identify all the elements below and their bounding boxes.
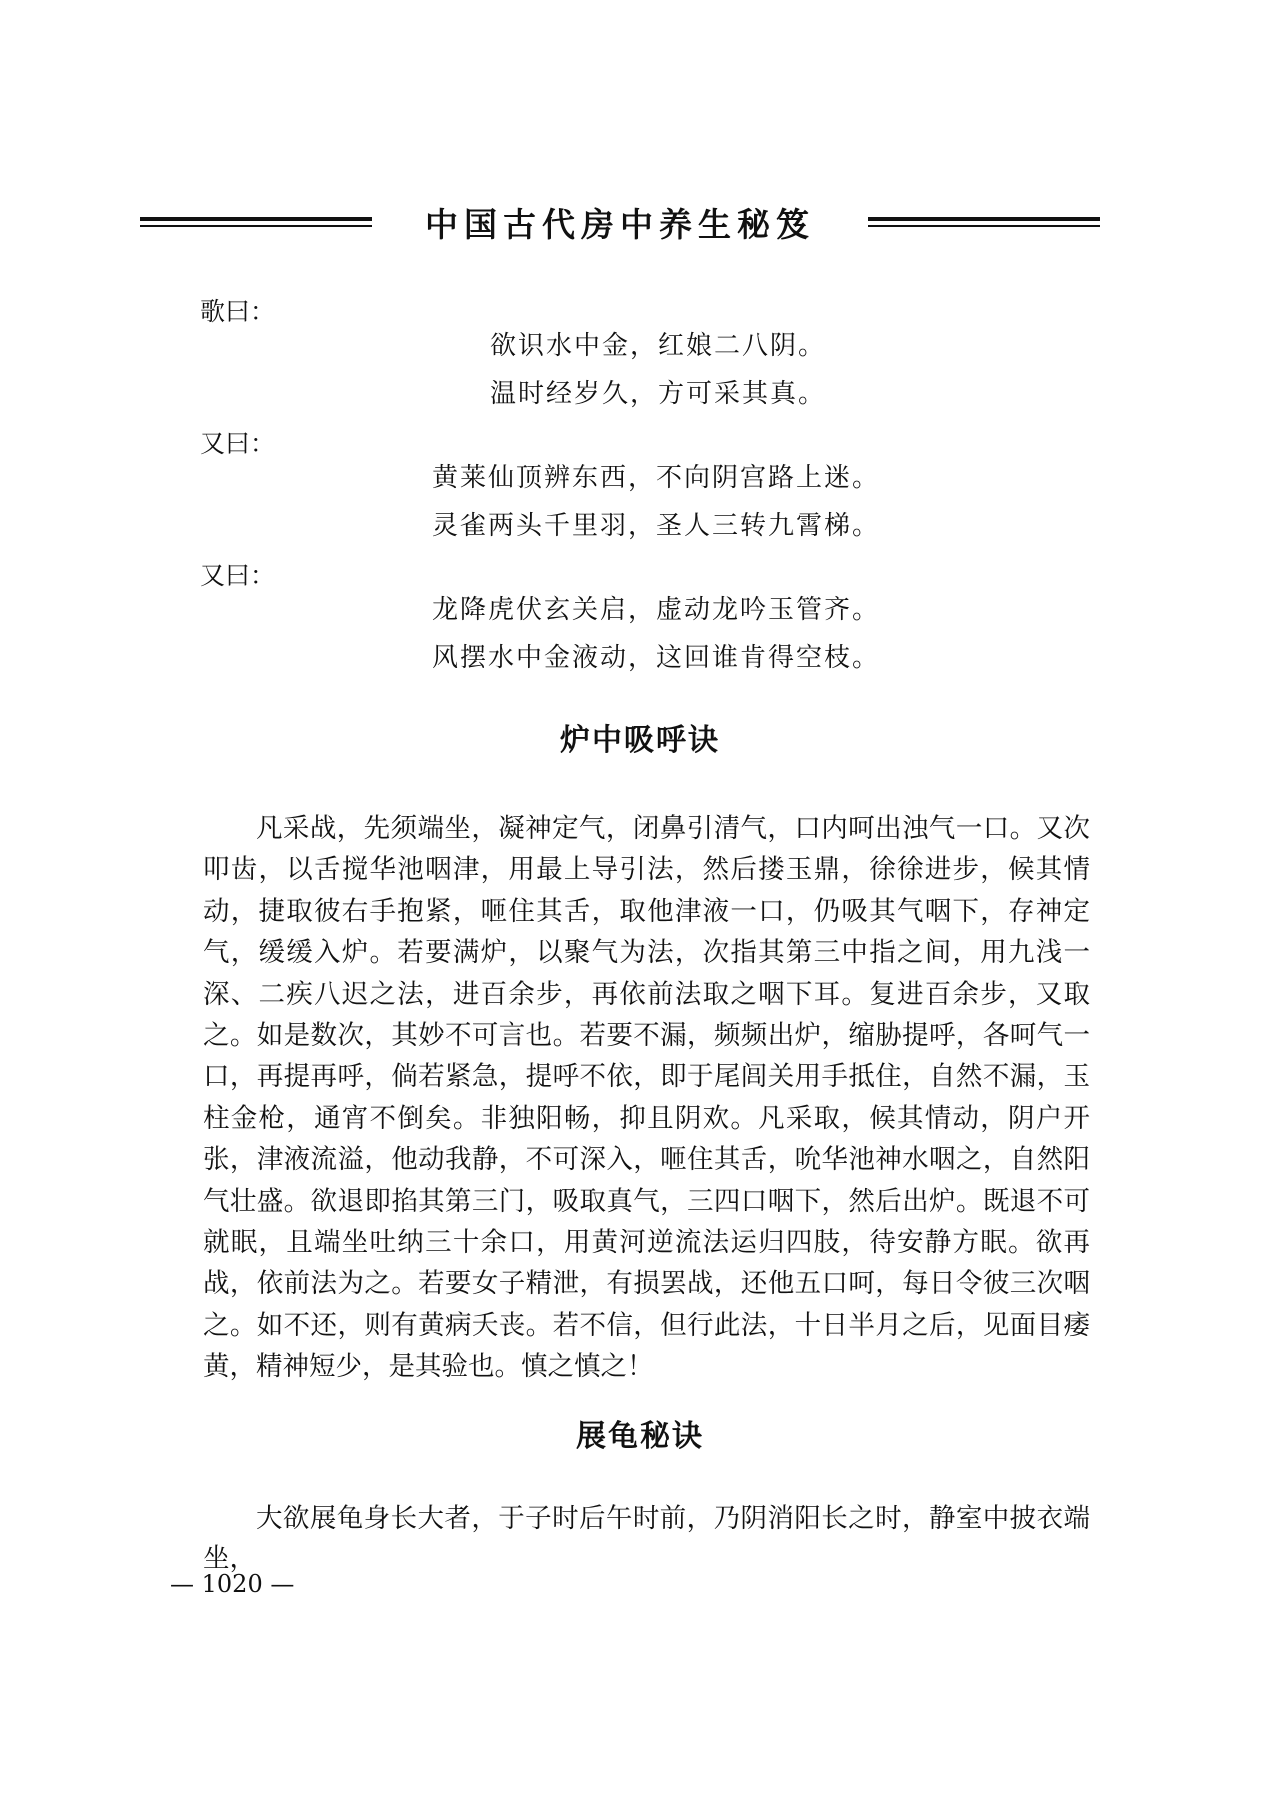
poem-line: 温时经岁久，方可采其真。	[490, 379, 827, 409]
section-title: 炉中吸呼诀	[560, 723, 720, 758]
poem-line: 欲识水中金，红娘二八阴。	[490, 331, 827, 361]
section-title: 展龟秘诀	[576, 1419, 704, 1454]
poem-line: 灵雀两头千里羽，圣人三转九霄梯。	[432, 511, 881, 541]
page-number: — 1020 —	[170, 1570, 295, 1598]
poem-label: 又曰：	[200, 561, 276, 590]
header-rule-right	[868, 217, 1100, 231]
poem-label: 歌曰：	[200, 297, 276, 326]
section-body: 大欲展龟身长大者，于子时后午时前，乃阴消阳长之时，静室中披衣端坐，	[203, 1503, 1090, 1574]
section-body: 凡采战，先须端坐，凝神定气，闭鼻引清气，口内呵出浊气一口。又次叩齿，以舌搅华池咽津，用最上导引法，然后搂玉鼎，徐徐进步，候其情动，捷取彼右手抱紧，咂住其舌，取他津液一口，仍吸其气咽下，存神定气，缓缓入炉。若要满炉，以聚气为法，次指其第三中指之间，用九浅一深、二疾八迟之法，进百余步，再依前法取之咽下耳。复进百余步，又取之。如是数次，其妙不可言也。若要不漏，频频出炉，缩胁提呼，各呵气一口，再提再呼，倘若紧急，提呼不依，即于尾闾关用手抵住，自然不漏，玉柱金枪，通宵不倒矣。非独阳畅，抑且阴欢。凡采取，候其情动，阴户开张，津液流溢，他动我静，不可深入，咂住其舌，吮华池神水咽之，自然阳气壮盛。欲退即掐其第三门，吸取真气，三四口咽下，然后出炉。既退不可就眠，且端坐吐纳三十余口，用黄河逆流法运归四肢，待安静方眠。欲再战，依前法为之。若要女子精泄，有损罢战，还他五口呵，每日令彼三次咽之。如不还，则有黄病夭丧。若不信，但行此法，十日半月之后，见面目痿黄，精神短少，是其验也。慎之慎之！	[203, 813, 1090, 1383]
running-header	[140, 203, 1100, 247]
running-header-title: 中国古代房中养生秘笈	[425, 205, 815, 244]
header-rule-left	[140, 217, 372, 231]
poem-line: 龙降虎伏玄关启，虚动龙吟玉管齐。	[432, 595, 881, 625]
poem-line: 风摆水中金液动，这回谁肯得空枝。	[432, 643, 881, 673]
poem-label: 又曰：	[200, 429, 276, 458]
poem-line: 黄莱仙顶辨东西，不向阴宫路上迷。	[432, 463, 881, 493]
